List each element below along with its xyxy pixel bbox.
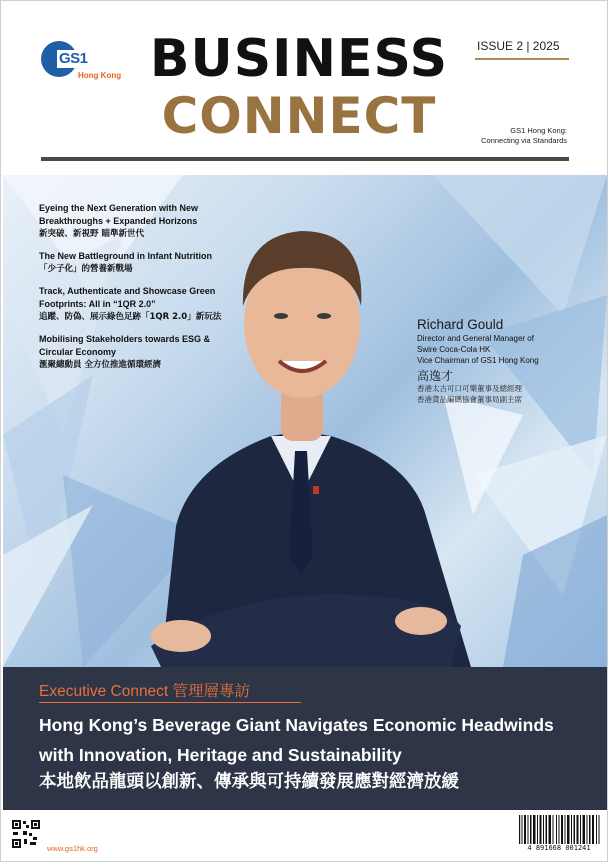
person-title-line: Director and General Manager of <box>417 334 534 343</box>
feature-title[interactable]: Hong Kong’s Beverage Giant Navigates Economic Headwinds with Innovation, Heritage and Sustainability <box>39 715 554 765</box>
tagline-line-1: GS1 Hong Kong: <box>510 126 567 135</box>
masthead-business: BUSINESS <box>149 29 449 89</box>
feature-kicker-underline <box>39 702 301 703</box>
person-title-line: Vice Chairman of GS1 Hong Kong <box>417 356 539 365</box>
person-title-line: Swire Coca-Cola HK <box>417 345 491 354</box>
person-title-zh-line: 香港貨品編碼協會董事局副主席 <box>417 394 522 404</box>
barcode-number: 4 891668 001241 <box>515 844 603 852</box>
issue-underline <box>475 58 569 60</box>
person-caption <box>417 317 587 405</box>
issue-number: ISSUE 2 | 2025 <box>477 39 560 53</box>
headline-zh: 滙聚總動員 全方位推進循環經濟 <box>39 360 161 370</box>
headline-en: Eyeing the Next Generation with New Breakthroughs + Expanded Horizons <box>39 203 199 226</box>
masthead-connect: CONNECT <box>161 87 437 145</box>
person-title-zh-line: 香港太古可口可樂董事及總經理 <box>417 384 522 393</box>
person-name: Richard Gould <box>417 317 504 332</box>
headline-item[interactable] <box>39 202 239 240</box>
header-divider <box>41 157 569 161</box>
headline-item[interactable] <box>39 250 239 275</box>
cover-headlines <box>39 202 239 381</box>
tagline-line-2: Connecting via Standards <box>481 136 567 145</box>
logo-mark: GS1 <box>59 50 88 67</box>
logo-region: Hong Kong <box>78 71 122 80</box>
headline-item[interactable] <box>39 333 239 371</box>
feature-title-zh[interactable]: 本地飲品龍頭以創新、傳承與可持續發展應對經濟放緩 <box>39 772 459 792</box>
feature-kicker: Executive Connect 管理層專訪 <box>39 683 251 700</box>
person-name-zh: 高逸才 <box>417 369 454 383</box>
website-link[interactable]: www.gs1hk.org <box>47 844 98 853</box>
headline-zh: 「少子化」的營養新戰場 <box>39 264 133 274</box>
headline-item[interactable] <box>39 285 239 323</box>
gs1-hong-kong-logo[interactable] <box>41 41 131 85</box>
headline-en: Mobilising Stakeholders towards ESG & Circular Economy <box>39 334 211 357</box>
headline-zh: 追蹤、防偽、展示綠色足跡「1QR 2.0」新玩法 <box>39 312 222 322</box>
headline-en: The New Battleground in Infant Nutrition <box>39 251 212 261</box>
headline-zh: 新突破、新視野 瞄準新世代 <box>39 229 144 239</box>
tagline <box>451 126 567 146</box>
qr-code-icon[interactable] <box>11 819 41 849</box>
headline-en: Track, Authenticate and Showcase Green Footprints: All in “1QR 2.0” <box>39 286 216 309</box>
